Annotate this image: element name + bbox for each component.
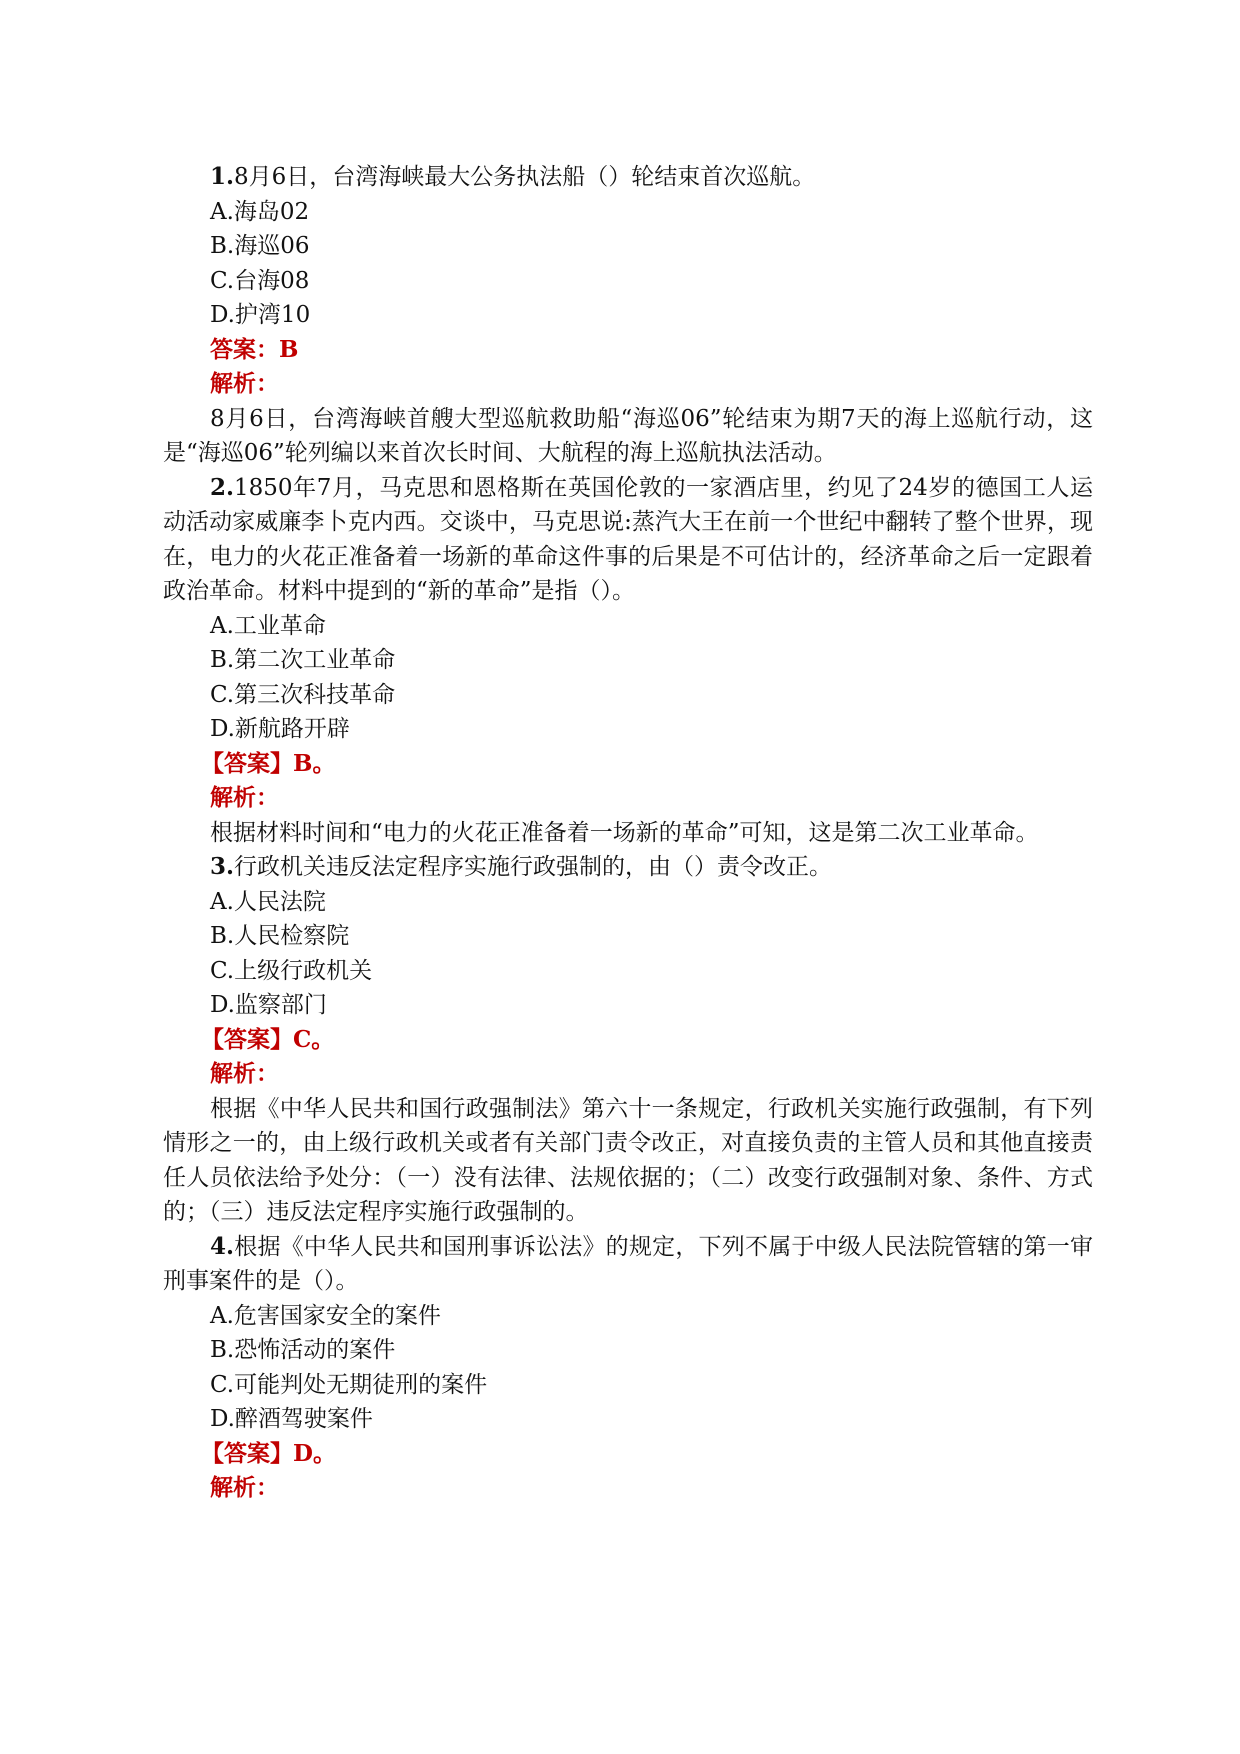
analysis-text: 根据《中华人民共和国行政强制法》第六十一条规定，行政机关实施行政强制，有下列情形之一的，由上级行政机关或者有关部门责令改正，对直接负责的主管人员和其他直接责任人员依法给予处分：（一）没有法律、法规依据的；（二）改变行政强制对象、条件、方式的；（三）违反法定程序实施行政强制的。	[163, 1095, 1093, 1225]
option-d: D.醉酒驾驶案件	[210, 1406, 373, 1432]
question-list	[163, 160, 1093, 1506]
analysis-label: 解析：	[210, 370, 279, 397]
question-number: 1.	[210, 163, 235, 190]
option-c: C.台海08	[210, 267, 310, 294]
question-number: 4.	[210, 1232, 235, 1260]
question-stem	[163, 850, 1093, 885]
question-number: 2.	[210, 473, 235, 501]
question-1	[163, 160, 1093, 471]
option-d: D.监察部门	[210, 992, 327, 1018]
analysis-label: 解析：	[210, 1060, 279, 1087]
question-4	[163, 1230, 1093, 1506]
option-b: B.海巡06	[210, 233, 310, 259]
analysis-text: 8月6日，台湾海峡首艘大型巡航救助船“海巡06”轮结束为期7天的海上巡航行动，这是“海巡06”轮列编以来首次长时间、大航程的海上巡航执法活动。	[163, 405, 1093, 466]
answer-label: 【答案】D。	[201, 1439, 336, 1467]
answer-label: 【答案】C。	[201, 1025, 335, 1053]
option-b: B.恐怖活动的案件	[210, 1337, 396, 1363]
option-b: B.第二次工业革命	[210, 647, 396, 673]
question-2	[163, 471, 1093, 851]
option-d: D.护湾10	[210, 302, 311, 328]
question-3	[163, 850, 1093, 1230]
question-text: 根据《中华人民共和国刑事诉讼法》的规定，下列不属于中级人民法院管辖的第一审刑事案件的是（）。	[163, 1233, 1093, 1294]
question-number: 3.	[210, 853, 235, 880]
question-text: 1850年7月，马克思和恩格斯在英国伦敦的一家酒店里，约见了24岁的德国工人运动活动家威廉李卜克内西。交谈中，马克思说:蒸汽大王在前一个世纪中翻转了整个世界，现在，电力的火花正准备着一场新的革命这件事的后果是不可估计的，经济革命之后一定跟着政治革命。材料中提到的“新的革命”是指（）。	[163, 474, 1093, 604]
option-b: B.人民检察院	[210, 923, 350, 949]
question-stem	[163, 471, 1093, 609]
question-stem	[163, 1230, 1093, 1299]
option-a: A.工业革命	[210, 612, 326, 639]
option-c: C.第三次科技革命	[210, 681, 396, 708]
option-a: A.危害国家安全的案件	[210, 1302, 441, 1329]
analysis-label: 解析：	[210, 784, 279, 811]
question-text: 8月6日，台湾海峡最大公务执法船（）轮结束首次巡航。	[234, 164, 816, 190]
answer-label: 【答案】B。	[201, 749, 336, 777]
question-stem	[163, 160, 1093, 195]
option-a: A.海岛02	[210, 198, 310, 225]
option-c: C.上级行政机关	[210, 957, 373, 984]
answer-label: 答案：B	[210, 335, 299, 363]
option-a: A.人民法院	[210, 888, 326, 915]
option-c: C.可能判处无期徒刑的案件	[210, 1371, 488, 1398]
analysis-text: 根据材料时间和“电力的火花正准备着一场新的革命”可知，这是第二次工业革命。	[210, 819, 1039, 846]
question-text: 行政机关违反法定程序实施行政强制的，由（）责令改正。	[234, 854, 833, 880]
option-d: D.新航路开辟	[210, 716, 350, 742]
analysis-label: 解析：	[210, 1474, 279, 1501]
